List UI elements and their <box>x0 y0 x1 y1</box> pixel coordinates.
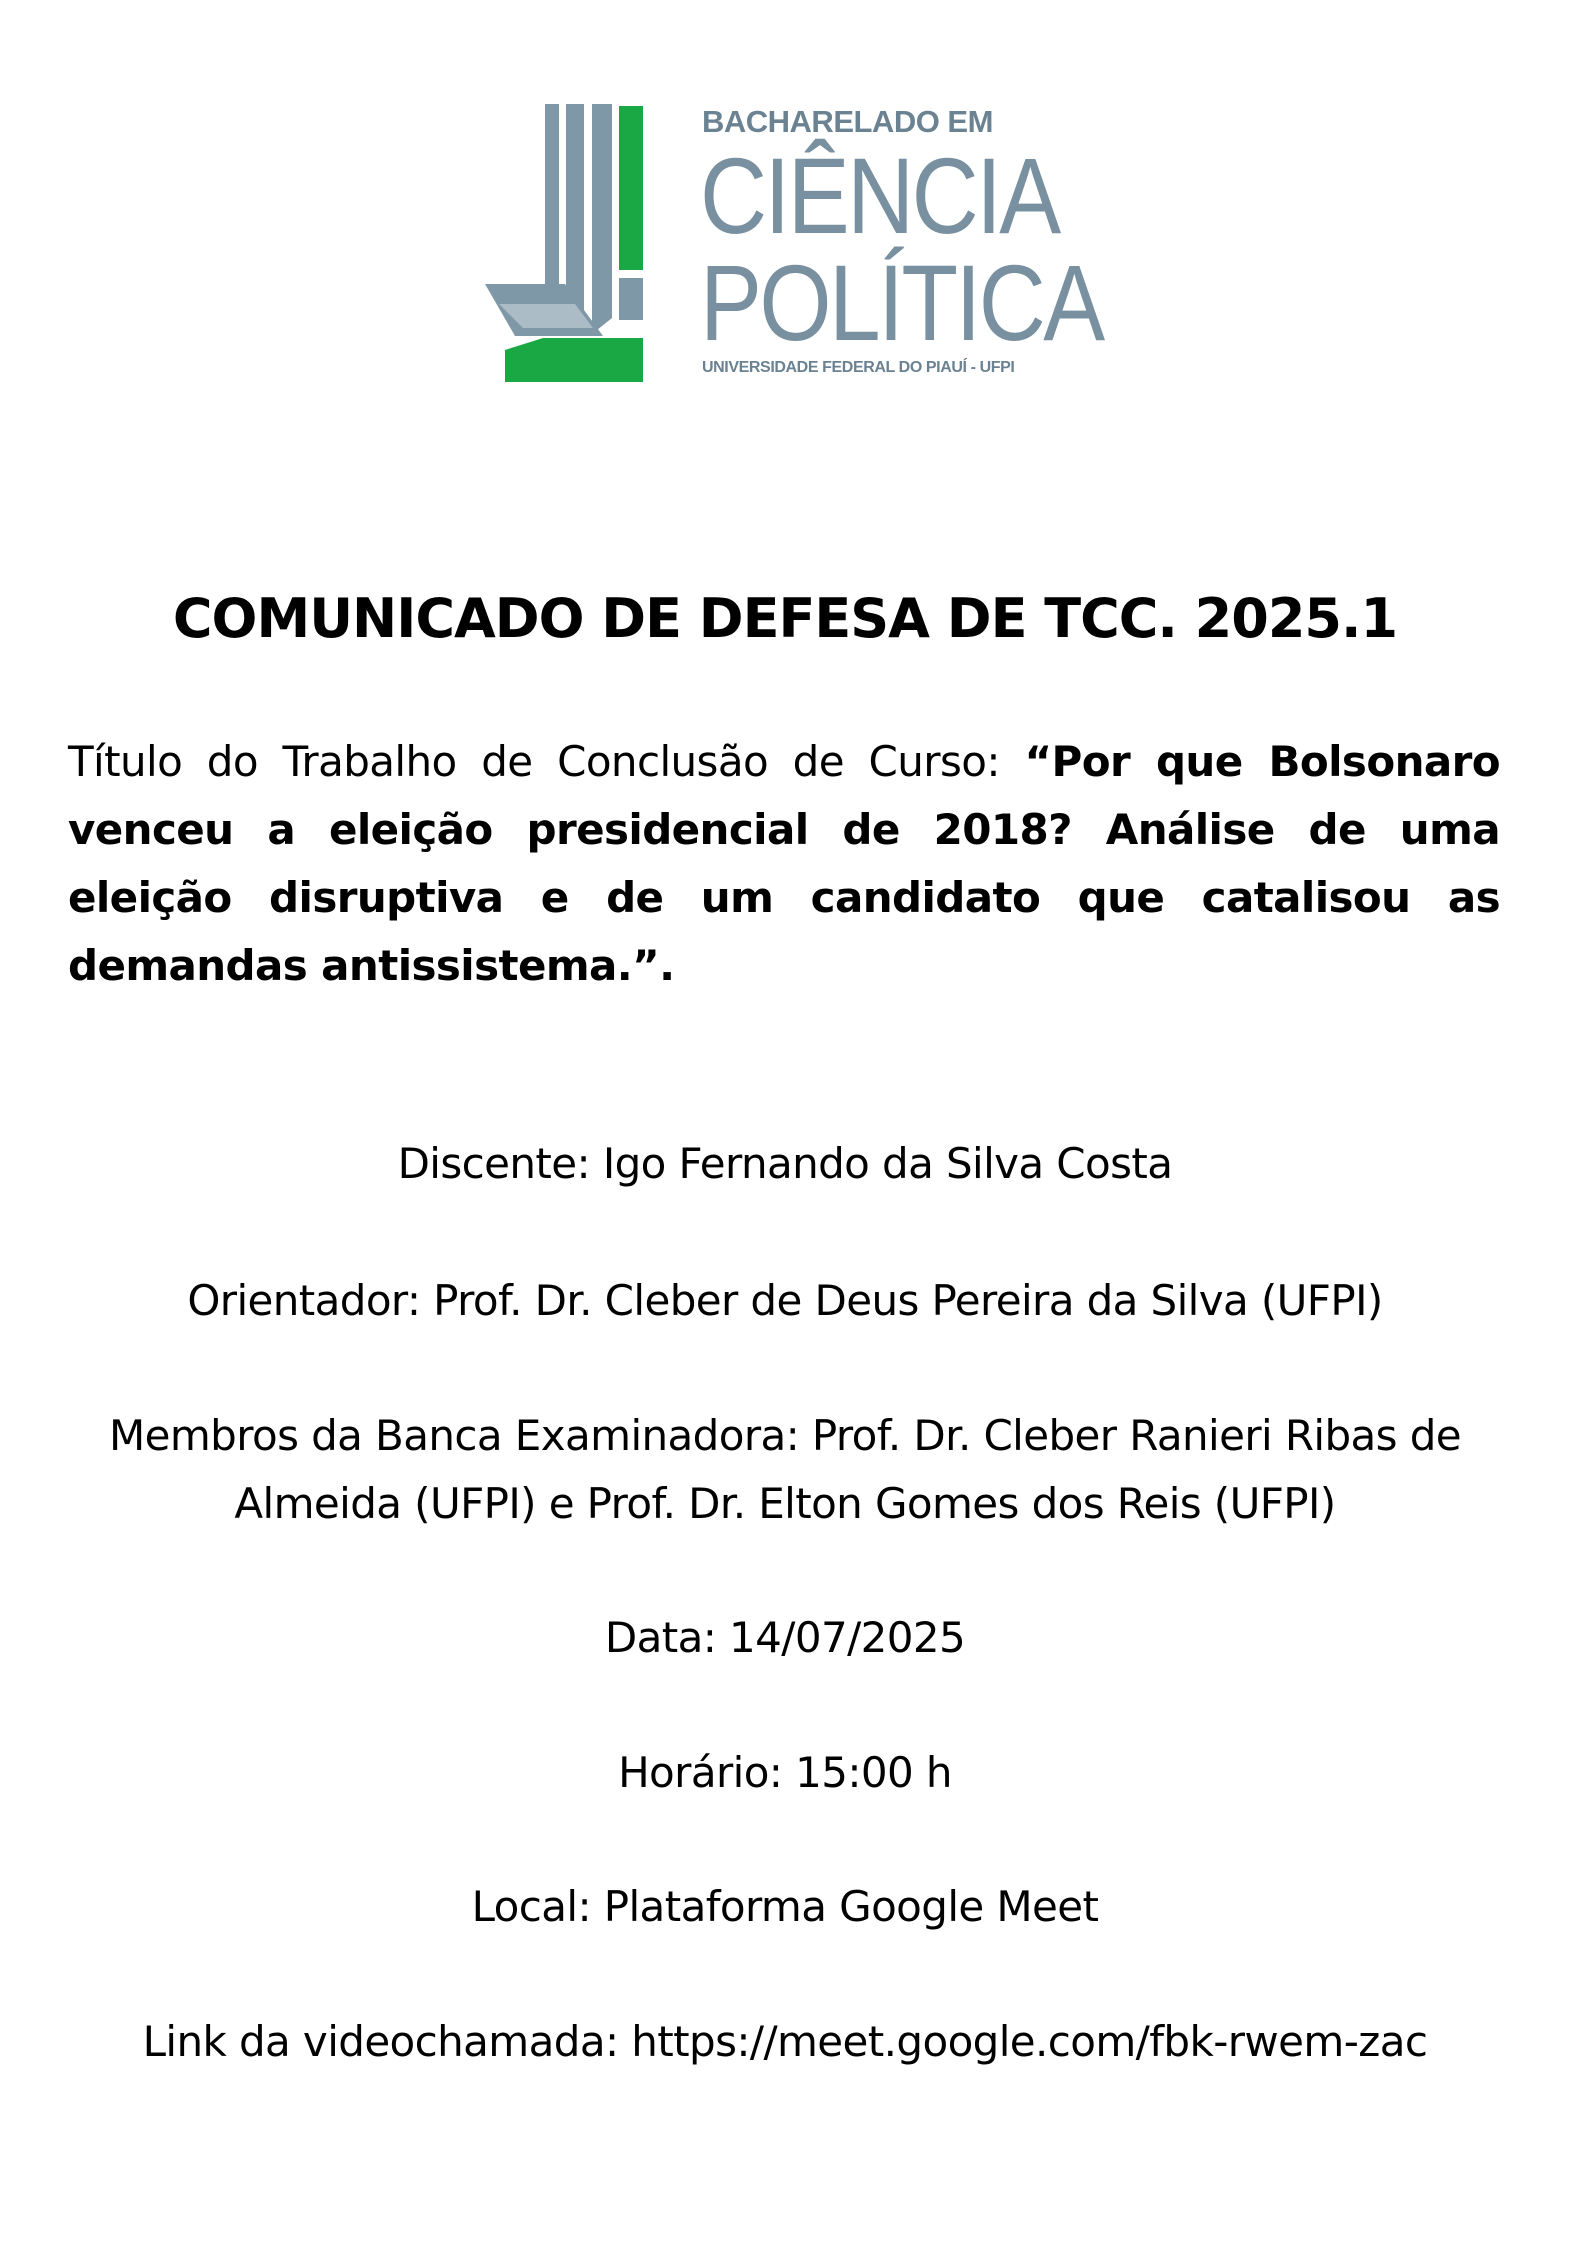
logo-university: UNIVERSIDADE FEDERAL DO PIAUÍ - UFPI <box>702 359 1015 376</box>
location-line: Local: Plataforma Google Meet <box>471 1882 1099 1931</box>
thesis-title-label: Título do Trabalho de Conclusão de Curso: <box>68 737 1025 786</box>
videocall-link[interactable]: Link da videochamada: https://meet.google.com/fbk-rwem-zac <box>142 2017 1428 2066</box>
banca-line: Membros da Banca Examinadora: Prof. Dr. Cleber Ranieri Ribas de Almeida (UFPI) e Prof. Dr. Elton Gomes dos Reis (UFPI) <box>108 1411 1461 1528</box>
ciencia-politica-logo-icon <box>485 98 695 388</box>
logo-subtitle: BACHARELADO EM <box>702 104 993 139</box>
discente-line: Discente: Igo Fernando da Silva Costa <box>397 1139 1173 1188</box>
logo-word-ciencia: CIÊNCIA <box>700 135 1059 256</box>
orientador-line: Orientador: Prof. Dr. Cleber de Deus Pereira da Silva (UFPI) <box>187 1276 1383 1325</box>
date-line: Data: 14/07/2025 <box>604 1613 966 1662</box>
thesis-title: “Por que Bolsonaro venceu a eleição presidencial de 2018? Análise de uma eleição disruptiva e de um candidato que catalisou as demandas antissistema.”. <box>68 737 1500 990</box>
course-logo <box>485 98 1105 388</box>
page-title: COMUNICADO DE DEFESA DE TCC. 2025.1 <box>172 587 1398 650</box>
thesis-title-paragraph <box>68 728 1500 1000</box>
logo-word-politica: POLÍTICA <box>700 242 1103 363</box>
time-line: Horário: 15:00 h <box>618 1748 952 1797</box>
